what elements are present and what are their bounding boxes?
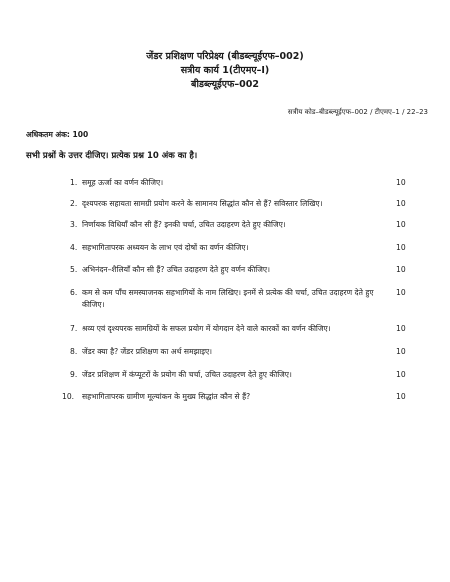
instruction: सभी प्रश्नों के उत्तर दीजिए। प्रत्येक प्रश्न 10 अंक का है। [26, 151, 198, 161]
question-text: सहभागितापरक अध्ययन के लाभ एवं दोषों का वर्णन कीजिए। [82, 243, 249, 252]
question-number: 7. [70, 324, 78, 333]
question-text: निर्णायक विधियाँ कौन सी हैं? इनकी चर्चा, उचित उदाहरण देते हुए कीजिए। [82, 220, 286, 229]
question-marks: 10 [396, 243, 406, 252]
question-marks: 10 [396, 199, 406, 208]
assignment-code: सत्रीय कोड–बीडब्ल्यूईएफ–002 / टीएमए–1 / 22–23 [287, 108, 428, 116]
question-text: श्रव्य एवं दृश्यपरक सामग्रियों के सफल प्रयोग में योगदान देने वाले कारकों का वर्णन कीजिए। [82, 324, 331, 333]
question-text: जेंडर क्या है? जेंडर प्रशिक्षण का अर्थ समझाइए। [82, 347, 213, 356]
question-text: जेंडर प्रशिक्षण में कंप्यूटरों के प्रयोग की चर्चा, उचित उदाहरण देते हुए कीजिए। [82, 370, 292, 379]
question-number: 4. [70, 243, 78, 252]
max-marks: अधिकतम अंक: 100 [26, 130, 89, 139]
question-marks: 10 [396, 178, 406, 187]
course-title: जेंडर प्रशिक्षण परिप्रेक्ष्य (बीडब्ल्यूईएफ–002) [146, 51, 304, 62]
question-number: 9. [70, 370, 78, 379]
question-number: 2. [70, 199, 78, 208]
question-marks: 10 [396, 288, 406, 297]
question-number: 1. [70, 178, 78, 187]
question-number: 6. [70, 288, 78, 297]
question-text: दृश्यपरक सहायता सामग्री प्रयोग करने के सामानय सिद्धांत कौन से हैं? सविस्तार लिखिए। [82, 199, 323, 208]
document-header [0, 50, 450, 92]
question-text: समूह ऊर्जा का वर्णन कीजिए। [82, 178, 164, 187]
question-marks: 10 [396, 265, 406, 274]
course-code: बीडब्ल्यूईएफ–002 [191, 79, 259, 90]
question-number: 3. [70, 220, 78, 229]
question-marks: 10 [396, 370, 406, 379]
question-text: अभिनंदन–शैलियाँ कौन सी हैं? उचित उदाहरण देते हुए वर्णन कीजिए। [82, 265, 270, 274]
question-number: 5. [70, 265, 78, 274]
question-number: 10. [62, 392, 75, 401]
question-marks: 10 [396, 347, 406, 356]
question-text: कम से कम पाँच समस्याजनक सहभागियों के नाम लिखिए। इनमें से प्रत्येक की चर्चा, उचित उदाहरण देते हुए कीजिए। [82, 288, 374, 309]
question-marks: 10 [396, 220, 406, 229]
assignment-title: सत्रीय कार्य 1(टीएमए–I) [180, 65, 270, 76]
question-text: सहभागितापरक ग्रामीण मूल्यांकन के मुख्य सिद्धांत कौन से हैं? [82, 392, 251, 401]
question-number: 8. [70, 347, 78, 356]
question-marks: 10 [396, 392, 406, 401]
question-marks: 10 [396, 324, 406, 333]
